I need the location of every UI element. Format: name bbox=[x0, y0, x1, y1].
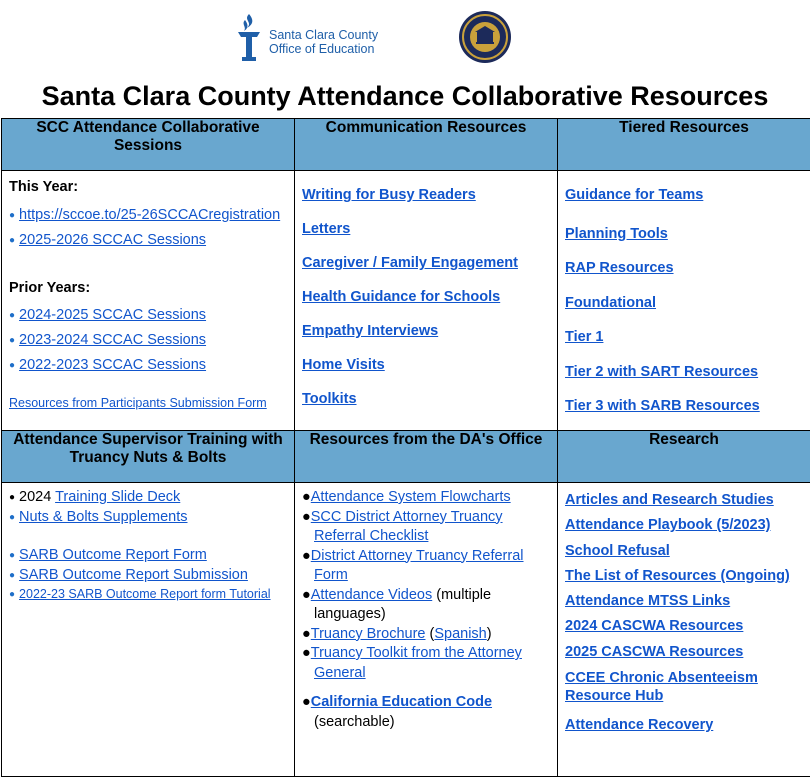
rap-resources-link[interactable]: RAP Resources bbox=[565, 260, 674, 276]
page-title: Santa Clara County Attendance Collaborative Resources bbox=[41, 81, 769, 111]
registration-link[interactable]: https://sccoe.to/25-26SCCACregistration bbox=[19, 206, 281, 223]
list-item: ● SARB Outcome Report Submission bbox=[9, 566, 248, 583]
cascwa-2024-link[interactable]: 2024 CASCWA Resources bbox=[565, 618, 744, 635]
articles-link[interactable]: Articles and Research Studies bbox=[565, 492, 774, 508]
planning-tools-link[interactable]: Planning Tools bbox=[565, 225, 668, 242]
tiered-cell bbox=[558, 171, 810, 431]
resources-table bbox=[1, 118, 810, 777]
da-office-cell bbox=[295, 483, 558, 777]
list-item: ●Truancy Toolkit from the Attorney General bbox=[302, 645, 522, 681]
header-cell-supervisor-training: Attendance Supervisor Training with Truancy Nuts & Bolts bbox=[2, 431, 295, 483]
truancy-toolkit-link[interactable]: Truancy Toolkit from the Attorney General bbox=[310, 645, 522, 681]
caregiver-engagement-link[interactable]: Caregiver / Family Engagement bbox=[302, 255, 518, 271]
sarb-tutorial-link[interactable]: 2022-23 SARB Outcome Report form Tutorial bbox=[19, 587, 271, 601]
list-item: ● 2024 Training Slide Deck bbox=[9, 489, 181, 505]
this-year-label: This Year: bbox=[9, 179, 79, 195]
referral-form-link[interactable]: District Attorney Truancy Referral Form bbox=[310, 547, 524, 583]
list-item: ●Attendance Videos (multiple languages) bbox=[302, 586, 492, 622]
mtss-links-link[interactable]: Attendance MTSS Links bbox=[565, 593, 731, 610]
sessions-cell bbox=[2, 171, 295, 431]
district-attorney-seal-icon[interactable] bbox=[458, 10, 512, 64]
page-header bbox=[0, 0, 810, 111]
prior-years-label: Prior Years: bbox=[9, 279, 91, 296]
nuts-bolts-link[interactable]: Nuts & Bolts Supplements bbox=[19, 508, 188, 525]
header-cell-research: Research bbox=[558, 431, 810, 483]
list-item: ● SARB Outcome Report Form bbox=[9, 547, 207, 563]
list-item: ● 2025-2026 SCCAC Sessions bbox=[9, 231, 207, 248]
list-of-resources-link[interactable]: The List of Resources (Ongoing) bbox=[565, 567, 790, 584]
list-item: ●District Attorney Truancy Referral Form bbox=[302, 547, 524, 583]
school-refusal-link[interactable]: School Refusal bbox=[565, 542, 670, 559]
torch-icon bbox=[233, 12, 265, 64]
research-cell bbox=[558, 483, 810, 777]
list-item: ●California Education Code (searchable) bbox=[302, 694, 493, 730]
attendance-recovery-link[interactable]: Attendance Recovery bbox=[565, 717, 714, 734]
header-cell-communication: Communication Resources bbox=[295, 119, 558, 171]
home-visits-link[interactable]: Home Visits bbox=[302, 357, 385, 373]
participants-form-link[interactable]: Resources from Participants Submission Form bbox=[9, 396, 267, 410]
toolkits-link[interactable]: Toolkits bbox=[302, 391, 357, 407]
list-item: ● 2022-2023 SCCAC Sessions bbox=[9, 357, 207, 373]
training-cell bbox=[2, 483, 295, 777]
sessions-2023-2024-link[interactable]: 2023-2024 SCCAC Sessions bbox=[19, 332, 207, 348]
scoe-logo[interactable] bbox=[233, 12, 383, 64]
communication-cell bbox=[295, 171, 558, 431]
sessions-2025-2026-link[interactable]: 2025-2026 SCCAC Sessions bbox=[19, 231, 207, 248]
health-guidance-link[interactable]: Health Guidance for Schools bbox=[302, 289, 501, 305]
playbook-link[interactable]: Attendance Playbook (5/2023) bbox=[565, 517, 771, 534]
cascwa-2025-link[interactable]: 2025 CASCWA Resources bbox=[565, 643, 744, 660]
sarb-form-link[interactable]: SARB Outcome Report Form bbox=[19, 547, 207, 563]
list-item: ●Truancy Brochure (Spanish) bbox=[302, 625, 492, 642]
guidance-teams-link[interactable]: Guidance for Teams bbox=[565, 187, 704, 203]
truancy-brochure-link[interactable]: Truancy Brochure bbox=[310, 625, 426, 642]
list-item: ● 2022-23 SARB Outcome Report form Tutorial bbox=[9, 587, 271, 601]
list-item: ●SCC District Attorney Truancy Referral Checklist bbox=[302, 508, 503, 544]
empathy-interviews-link[interactable]: Empathy Interviews bbox=[302, 323, 439, 339]
tier-3-link[interactable]: Tier 3 with SARB Resources bbox=[565, 398, 760, 414]
tier-2-link[interactable]: Tier 2 with SART Resources bbox=[565, 363, 759, 380]
attendance-videos-link[interactable]: Attendance Videos bbox=[310, 586, 433, 603]
header-cell-sessions: SCC Attendance Collaborative Sessions bbox=[2, 119, 295, 171]
ccee-hub-link[interactable]: CCEE Chronic Absenteeism Resource Hub bbox=[565, 670, 758, 705]
checklist-link[interactable]: SCC District Attorney Truancy Referral Checklist bbox=[310, 508, 503, 544]
list-item: ● 2024-2025 SCCAC Sessions bbox=[9, 307, 207, 323]
spanish-link[interactable]: Spanish bbox=[434, 625, 487, 642]
letters-link[interactable]: Letters bbox=[302, 221, 351, 237]
header-cell-da-office: Resources from the DA's Office bbox=[295, 431, 558, 483]
sessions-2022-2023-link[interactable]: 2022-2023 SCCAC Sessions bbox=[19, 357, 207, 373]
header-cell-tiered: Tiered Resources bbox=[558, 119, 810, 171]
scoe-logo-text: Santa Clara County Office of Education bbox=[269, 28, 379, 56]
flowcharts-link[interactable]: Attendance System Flowcharts bbox=[310, 489, 511, 505]
education-code-link[interactable]: California Education Code bbox=[310, 694, 493, 710]
sarb-submission-link[interactable]: SARB Outcome Report Submission bbox=[19, 566, 248, 583]
sessions-2024-2025-link[interactable]: 2024-2025 SCCAC Sessions bbox=[19, 307, 207, 323]
tier-1-link[interactable]: Tier 1 bbox=[565, 329, 604, 345]
training-slide-deck-link[interactable]: Training Slide Deck bbox=[55, 489, 181, 505]
list-item: ● 2023-2024 SCCAC Sessions bbox=[9, 332, 207, 348]
list-item: ● Nuts & Bolts Supplements bbox=[9, 508, 188, 525]
list-item: ● https://sccoe.to/25-26SCCACregistration bbox=[9, 206, 281, 223]
busy-readers-link[interactable]: Writing for Busy Readers bbox=[302, 187, 476, 203]
foundational-link[interactable]: Foundational bbox=[565, 294, 657, 311]
list-item: ●Attendance System Flowcharts bbox=[302, 489, 511, 505]
